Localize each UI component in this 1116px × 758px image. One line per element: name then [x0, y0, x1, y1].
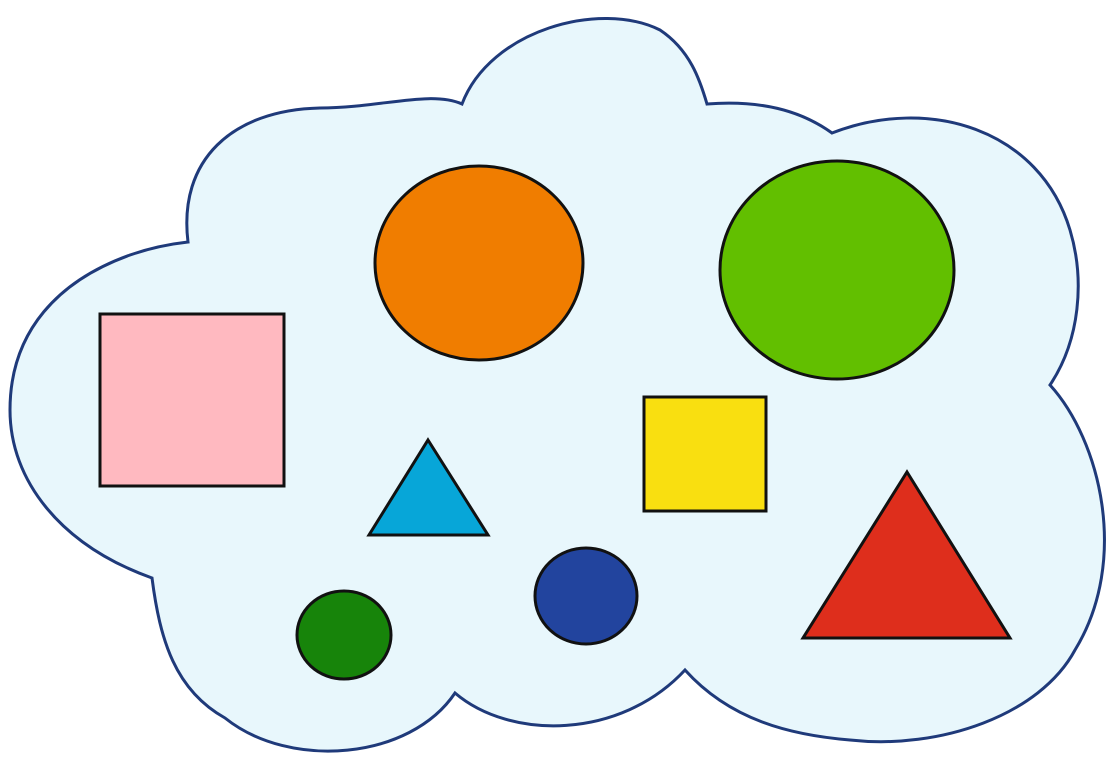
light-green-circle [720, 161, 954, 379]
dark-green-circle [297, 591, 391, 679]
orange-circle [375, 166, 583, 360]
dark-blue-circle [535, 548, 637, 644]
yellow-square [644, 397, 766, 511]
pink-square [100, 314, 284, 486]
